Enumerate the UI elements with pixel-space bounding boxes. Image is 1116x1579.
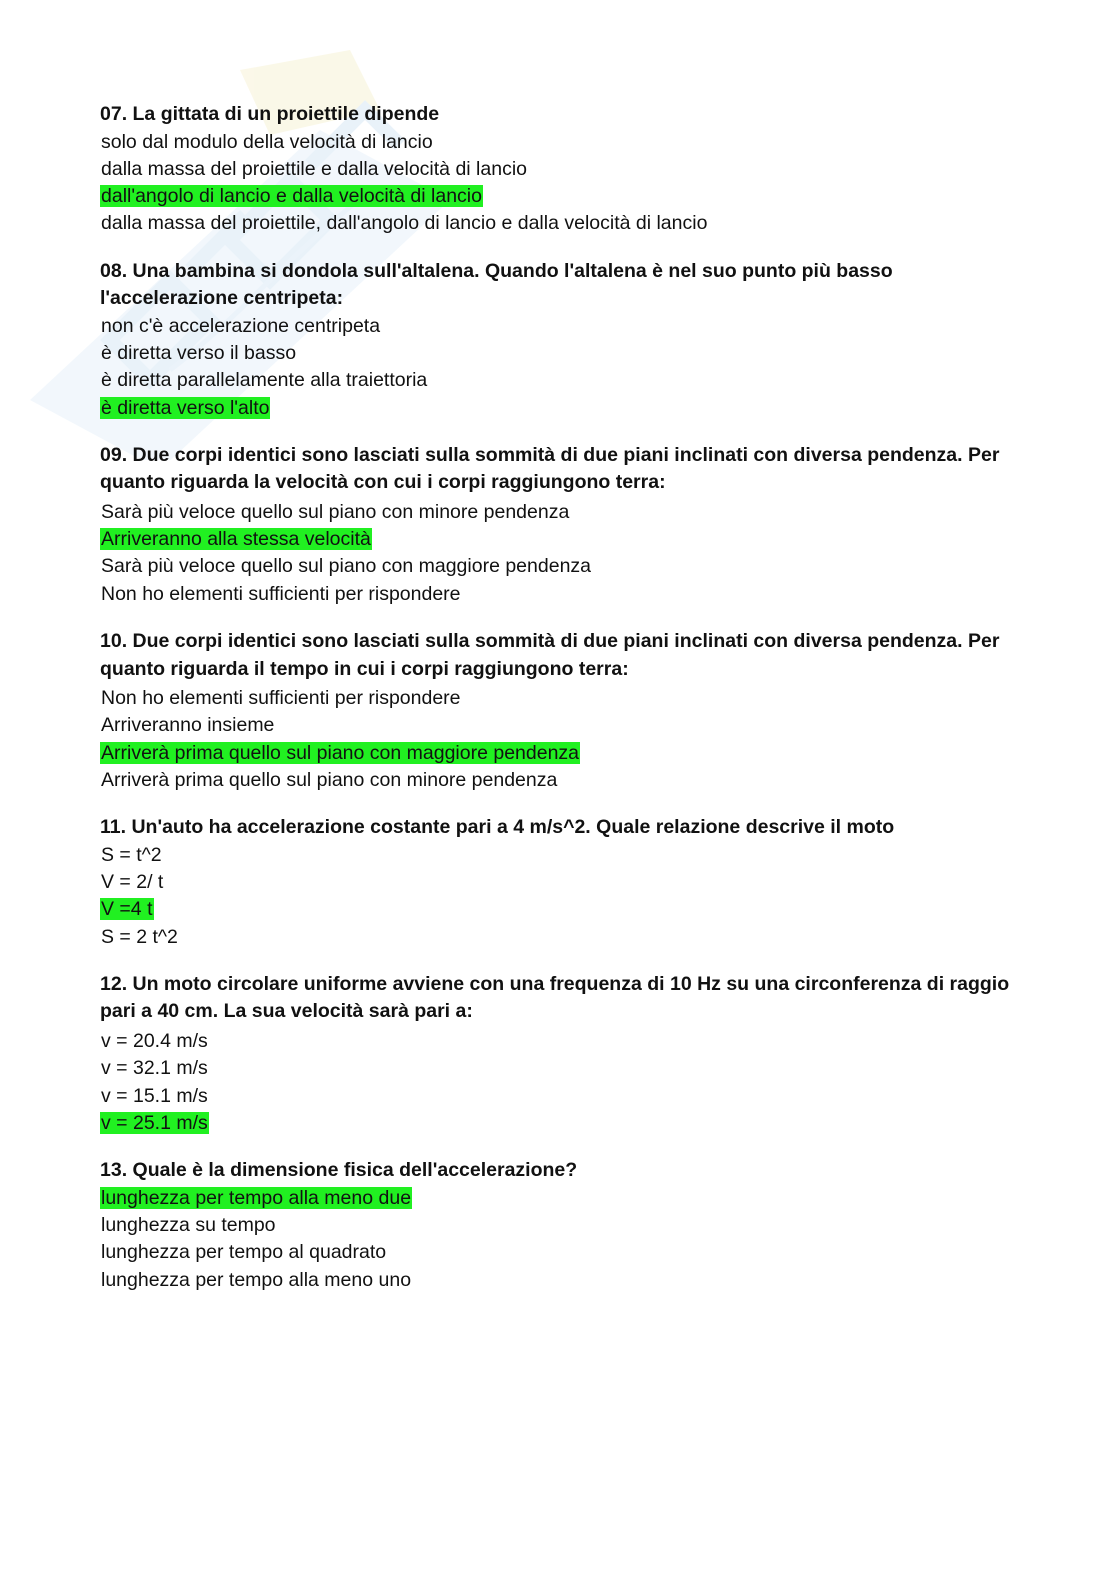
answer-option: dalla massa del proiettile e dalla velocità di lancio bbox=[101, 157, 527, 180]
question-title: 12. Un moto circolare uniforme avviene con una frequenza di 10 Hz su una circonferenza di raggio pari a 40 cm. La sua velocità sarà pari a: bbox=[100, 972, 1010, 1023]
answer-options bbox=[100, 129, 1020, 238]
answer-option: Non ho elementi sufficienti per rispondere bbox=[101, 582, 461, 605]
answer-option: solo dal modulo della velocità di lancio bbox=[101, 130, 433, 153]
question-title: 11. Un'auto ha accelerazione costante pari a 4 m/s^2. Quale relazione descrive il moto bbox=[100, 816, 895, 839]
answer-option: Sarà più veloce quello sul piano con minore pendenza bbox=[101, 500, 570, 523]
answer-options bbox=[100, 313, 1020, 422]
answer-option: Arriverà prima quello sul piano con minore pendenza bbox=[101, 768, 558, 791]
answer-option: v = 15.1 m/s bbox=[101, 1084, 208, 1107]
answer-option: lunghezza su tempo bbox=[101, 1213, 276, 1236]
answer-option: v = 20.4 m/s bbox=[101, 1029, 208, 1052]
answer-option: non c'è accelerazione centripeta bbox=[101, 314, 381, 337]
question-12 bbox=[100, 971, 1020, 1137]
question-title: 13. Quale è la dimensione fisica dell'accelerazione? bbox=[100, 1159, 578, 1182]
answer-option: v = 32.1 m/s bbox=[101, 1057, 208, 1080]
answer-option: Sarà più veloce quello sul piano con maggiore pendenza bbox=[101, 555, 592, 578]
question-07 bbox=[100, 101, 1020, 238]
answer-option-correct: lunghezza per tempo alla meno due bbox=[101, 1186, 412, 1209]
answer-option: è diretta verso il basso bbox=[101, 341, 297, 364]
question-title: 07. La gittata di un proiettile dipende bbox=[100, 103, 440, 125]
answer-option-correct: è diretta verso l'alto bbox=[101, 396, 270, 419]
answer-option: dalla massa del proiettile, dall'angolo di lancio e dalla velocità di lancio bbox=[101, 212, 708, 235]
answer-option-correct: Arriveranno alla stessa velocità bbox=[101, 528, 371, 551]
answer-options bbox=[100, 1185, 1020, 1294]
question-08 bbox=[100, 258, 1020, 422]
answer-options bbox=[100, 499, 1020, 608]
answer-options bbox=[100, 842, 1020, 951]
question-10 bbox=[100, 628, 1020, 794]
answer-option: S = t^2 bbox=[101, 843, 162, 866]
question-title: 09. Due corpi identici sono lasciati sulla sommità di due piani inclinati con diversa pendenza. Per quanto riguarda la velocità con cui i corpi raggiungono terra: bbox=[100, 443, 1000, 494]
answer-option-correct: V =4 t bbox=[101, 898, 153, 921]
answer-option-correct: dall'angolo di lancio e dalla velocità di lancio bbox=[101, 185, 482, 208]
answer-option: Non ho elementi sufficienti per rispondere bbox=[101, 687, 461, 710]
answer-option: V = 2/ t bbox=[101, 871, 164, 894]
answer-option: è diretta parallelamente alla traiettoria bbox=[101, 369, 428, 392]
answer-option-correct: Arriverà prima quello sul piano con maggiore pendenza bbox=[101, 741, 580, 764]
answer-options bbox=[100, 1028, 1020, 1137]
question-11 bbox=[100, 814, 1020, 951]
question-title: 08. Una bambina si dondola sull'altalena. Quando l'altalena è nel suo punto più basso l'accelerazione centripeta: bbox=[100, 259, 893, 310]
question-title: 10. Due corpi identici sono lasciati sulla sommità di due piani inclinati con diversa pendenza. Per quanto riguarda il tempo in cui i corpi raggiungono terra: bbox=[100, 630, 1000, 680]
answer-option: lunghezza per tempo al quadrato bbox=[101, 1241, 387, 1264]
question-09 bbox=[100, 442, 1020, 608]
answer-options bbox=[100, 685, 1020, 794]
answer-option: lunghezza per tempo alla meno uno bbox=[101, 1268, 412, 1291]
answer-option-correct: v = 25.1 m/s bbox=[101, 1111, 208, 1134]
answer-option: S = 2 t^2 bbox=[101, 925, 178, 948]
question-13 bbox=[100, 1157, 1020, 1294]
answer-option: Arriveranno insieme bbox=[101, 714, 275, 737]
question-list bbox=[100, 101, 1020, 1314]
